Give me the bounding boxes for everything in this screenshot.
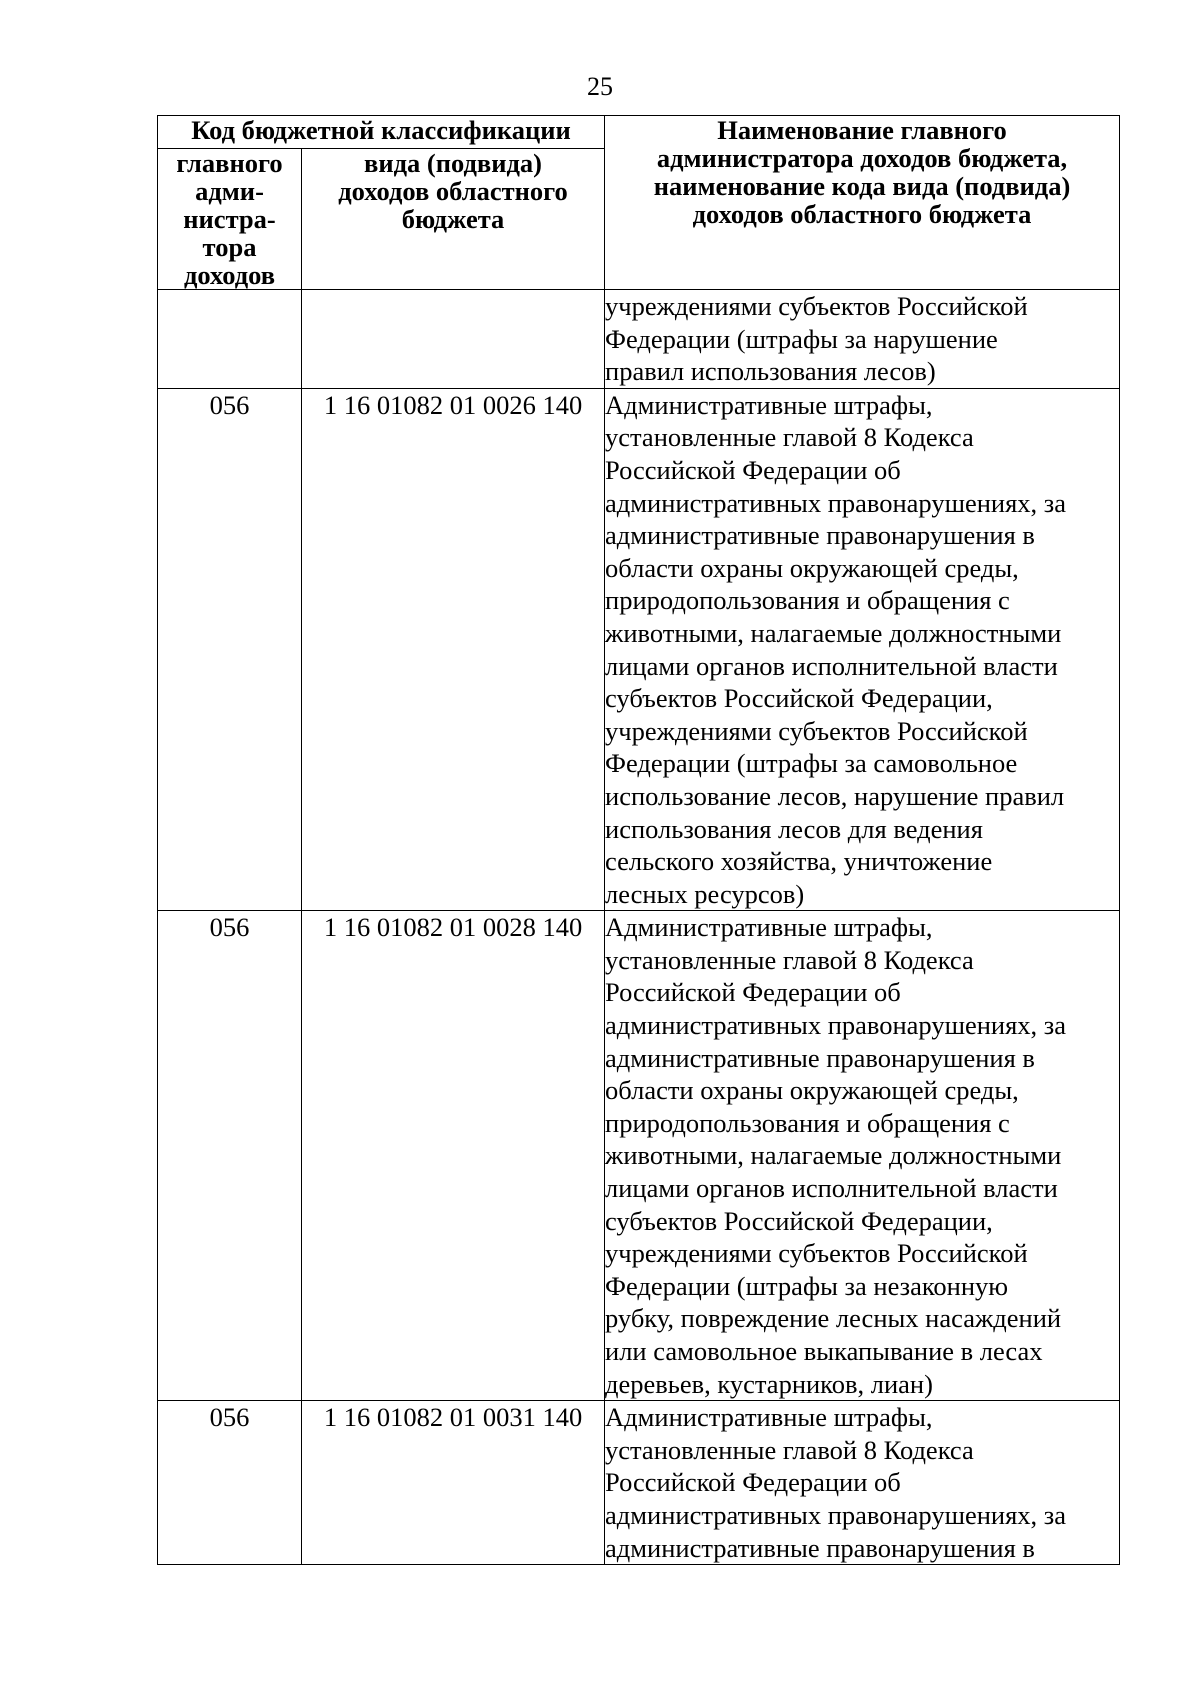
table-row xyxy=(158,911,1120,1401)
admin-code-cell xyxy=(158,290,302,389)
header-name-line: наименование кода вида (подвида) xyxy=(653,171,1071,201)
admin-code-cell: 056 xyxy=(158,388,302,911)
name-line: правил использования лесов) xyxy=(605,356,936,387)
income-name-cell xyxy=(605,1401,1120,1565)
name-line: учреждениями субъектов Российской xyxy=(605,291,1028,321)
header-admin-column xyxy=(158,149,302,290)
name-line: Административные штрафы, xyxy=(605,1402,933,1433)
income-code-cell: 1 16 01082 01 0031 140 xyxy=(302,1401,605,1565)
name-line: установленные главой 8 Кодекса xyxy=(605,944,974,975)
table-row xyxy=(158,290,1120,389)
header-name-line: администратора доходов бюджета, xyxy=(656,143,1068,173)
name-line: учреждениями субъектов Российской xyxy=(605,715,1028,746)
name-line: или самовольное выкапывание в лесах xyxy=(605,1336,1043,1366)
name-line: животными, налагаемые должностными xyxy=(605,617,1062,648)
name-line: административные правонарушения в xyxy=(605,1532,1035,1563)
name-line: установленные главой 8 Кодекса xyxy=(605,422,974,453)
name-line: административных правонарушениях, за xyxy=(605,1499,1067,1530)
header-name-column xyxy=(605,116,1120,290)
header-name-line: доходов областного бюджета xyxy=(692,199,1032,229)
name-line: лицами органов исполнительной власти xyxy=(605,650,1058,681)
name-line: Федерации (штрафы за незаконную xyxy=(605,1270,1009,1301)
budget-classification-table xyxy=(157,115,1120,1565)
name-line: области охраны окружающей среды, xyxy=(605,1075,1019,1106)
name-line: установленные главой 8 Кодекса xyxy=(605,1434,974,1465)
name-line: лицами органов исполнительной власти xyxy=(605,1173,1058,1204)
header-admin-line: тора xyxy=(202,232,257,262)
page-number: 25 xyxy=(587,72,613,101)
income-name-cell xyxy=(605,911,1120,1401)
name-line: Федерации (штрафы за самовольное xyxy=(605,748,1018,779)
name-line: административные правонарушения в xyxy=(605,1042,1035,1073)
name-line: административные правонарушения в xyxy=(605,520,1035,551)
name-line: Административные штрафы, xyxy=(605,912,933,943)
name-line: области охраны окружающей среды, xyxy=(605,552,1019,583)
name-line: природопользования и обращения с xyxy=(605,585,1010,616)
name-line: Административные штрафы, xyxy=(605,389,933,420)
income-name-cell xyxy=(605,290,1120,389)
header-budget-code-group: Код бюджетной классификации xyxy=(158,116,605,149)
income-name-cell xyxy=(605,388,1120,911)
name-line: использования лесов для ведения xyxy=(605,813,983,844)
name-line: сельского хозяйства, уничтожение xyxy=(605,846,993,877)
header-name-line: Наименование главного xyxy=(717,115,1007,145)
income-code-cell: 1 16 01082 01 0028 140 xyxy=(302,911,605,1401)
name-line: лесных ресурсов) xyxy=(605,878,805,909)
income-code-cell: 1 16 01082 01 0026 140 xyxy=(302,388,605,911)
name-line: животными, налагаемые должностными xyxy=(605,1140,1062,1171)
admin-code-cell: 056 xyxy=(158,911,302,1401)
name-line: субъектов Российской Федерации, xyxy=(605,1205,993,1236)
header-admin-line: доходов xyxy=(183,260,276,290)
name-line: Российской Федерации об xyxy=(605,454,901,485)
name-line: рубку, повреждение лесных насаждений xyxy=(605,1303,1062,1334)
name-line: природопользования и обращения с xyxy=(605,1107,1010,1138)
name-line: учреждениями субъектов Российской xyxy=(605,1238,1028,1269)
table-row xyxy=(158,388,1120,911)
admin-code-cell: 056 xyxy=(158,1401,302,1565)
header-code-column xyxy=(302,149,605,290)
header-admin-line: главного xyxy=(176,148,283,178)
header-code-line: доходов областного xyxy=(338,176,568,206)
name-line: Российской Федерации об xyxy=(605,977,901,1008)
name-line: Российской Федерации об xyxy=(605,1467,901,1498)
name-line: административных правонарушениях, за xyxy=(605,487,1067,518)
name-line: административных правонарушениях, за xyxy=(605,1010,1067,1041)
header-code-line: бюджета xyxy=(401,204,505,234)
header-code-line: вида (подвида) xyxy=(364,148,542,178)
table-row xyxy=(158,1401,1120,1565)
name-line: использование лесов, нарушение правил xyxy=(605,780,1065,811)
header-admin-line: адми- xyxy=(195,176,264,206)
name-line: деревьев, кустарников, лиан) xyxy=(605,1368,933,1399)
income-code-cell xyxy=(302,290,605,389)
name-line: субъектов Российской Федерации, xyxy=(605,683,993,714)
header-admin-line: нистра- xyxy=(183,204,276,234)
header-row-group xyxy=(158,116,1120,149)
name-line: Федерации (штрафы за нарушение xyxy=(605,323,998,354)
